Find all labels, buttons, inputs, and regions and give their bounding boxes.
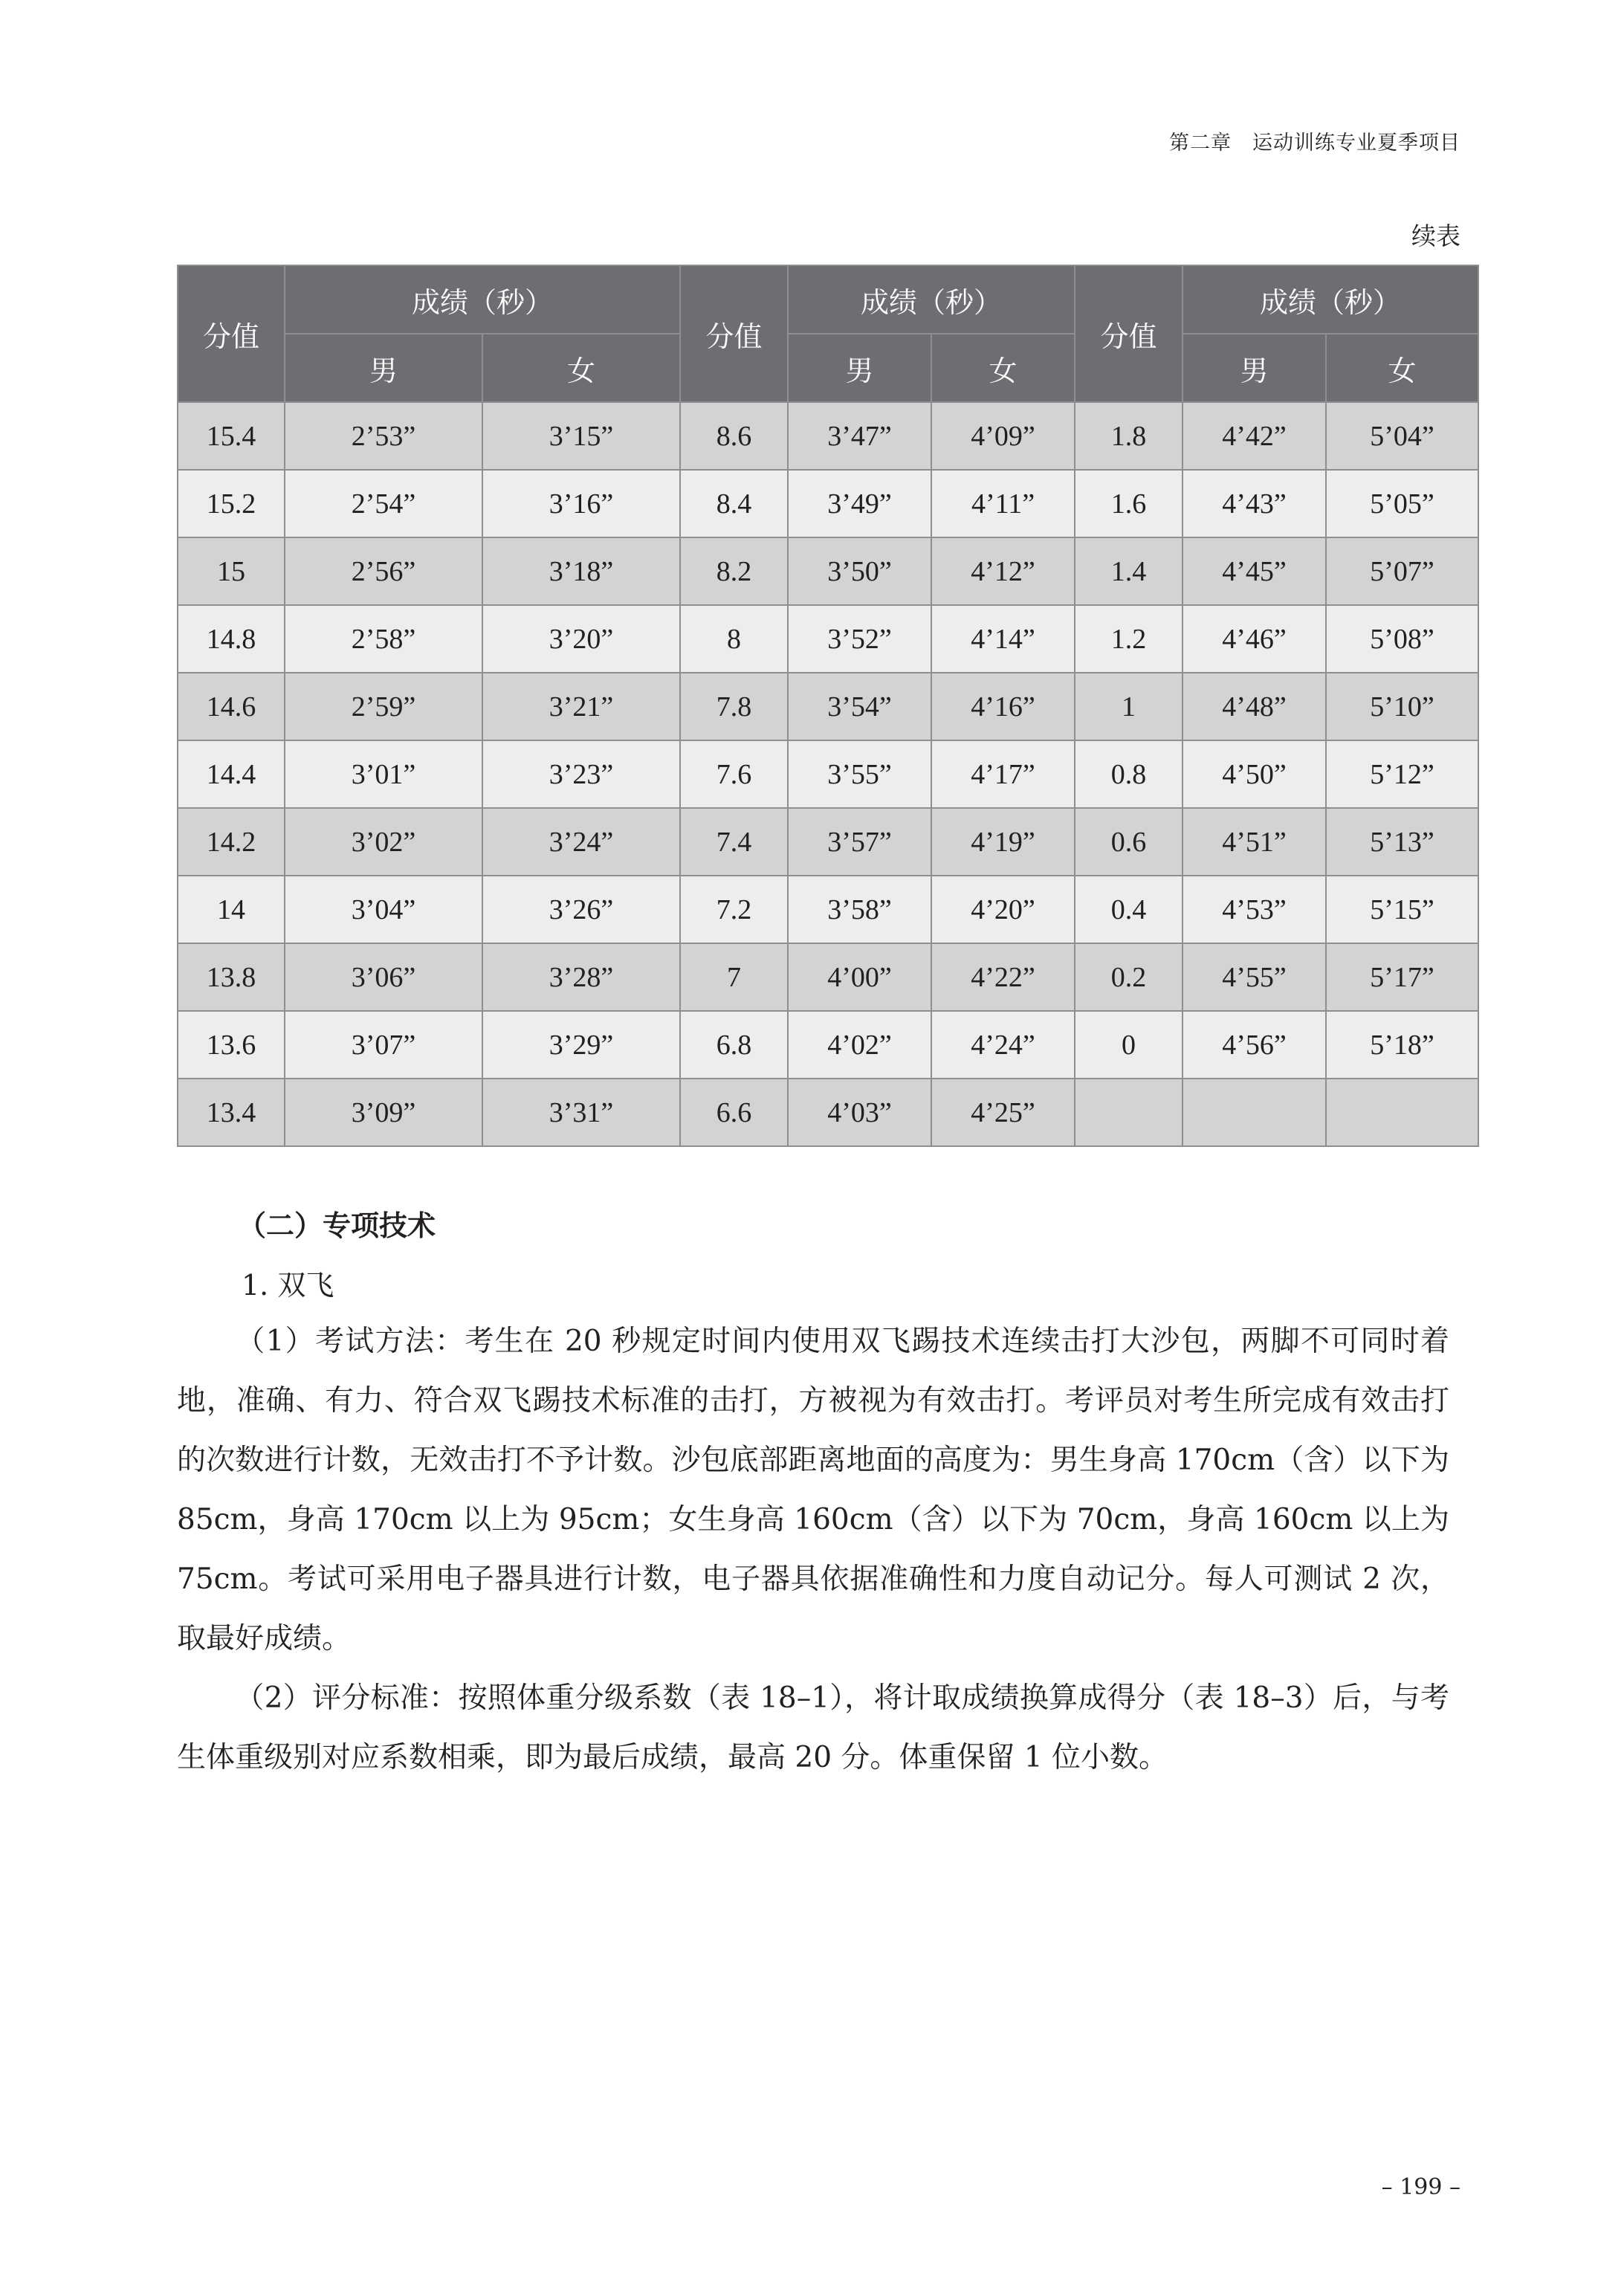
table-cell: 2’54” <box>285 470 482 537</box>
table-cell: 8.6 <box>680 402 788 470</box>
table-cell: 7.2 <box>680 876 788 943</box>
table-cell: 13.6 <box>178 1011 285 1079</box>
table-cell: 3’18” <box>482 537 680 605</box>
table-cell: 14.6 <box>178 673 285 740</box>
table-cell: 0.6 <box>1075 808 1183 876</box>
table-header <box>178 265 1478 402</box>
table-cell: 5’17” <box>1326 943 1478 1011</box>
item-heading: 1. 双飞 <box>242 1269 334 1302</box>
table-cell <box>1075 1079 1183 1146</box>
table-cell <box>1326 1079 1478 1146</box>
table-row <box>178 402 1478 470</box>
table-cell: 3’20” <box>482 605 680 673</box>
table-cell: 4’09” <box>931 402 1075 470</box>
table-cell: 4’03” <box>788 1079 931 1146</box>
scoring-standard-paragraph <box>177 1669 1449 1788</box>
table-cell: 5’04” <box>1326 402 1478 470</box>
table-cell: 7.8 <box>680 673 788 740</box>
table-row <box>178 943 1478 1011</box>
result-column-header: 成绩（秒） <box>1183 265 1478 334</box>
table-continued-label: 续表 <box>1411 222 1460 250</box>
male-column-header: 男 <box>1183 334 1326 402</box>
table-cell: 7.6 <box>680 740 788 808</box>
table-cell: 3’23” <box>482 740 680 808</box>
table-cell: 4’42” <box>1183 402 1326 470</box>
table-cell: 3’16” <box>482 470 680 537</box>
table-cell: 5’13” <box>1326 808 1478 876</box>
table-cell: 3’06” <box>285 943 482 1011</box>
table-cell: 3’15” <box>482 402 680 470</box>
table-cell: 0.2 <box>1075 943 1183 1011</box>
table-cell: 4’53” <box>1183 876 1326 943</box>
table-cell: 3’29” <box>482 1011 680 1079</box>
table-cell: 3’50” <box>788 537 931 605</box>
table-row <box>178 1011 1478 1079</box>
table-cell: 2’59” <box>285 673 482 740</box>
table-cell: 4’02” <box>788 1011 931 1079</box>
table-cell: 4’46” <box>1183 605 1326 673</box>
table-cell: 4’56” <box>1183 1011 1326 1079</box>
table-cell: 1.2 <box>1075 605 1183 673</box>
table-cell: 15 <box>178 537 285 605</box>
table-row <box>178 740 1478 808</box>
table-cell: 1.8 <box>1075 402 1183 470</box>
table-cell: 7.4 <box>680 808 788 876</box>
table-cell: 14.2 <box>178 808 285 876</box>
table-row <box>178 537 1478 605</box>
table-body <box>178 402 1478 1146</box>
table-cell: 4’11” <box>931 470 1075 537</box>
table-cell: 3’21” <box>482 673 680 740</box>
table-cell: 3’57” <box>788 808 931 876</box>
result-column-header: 成绩（秒） <box>285 265 680 334</box>
table-cell: 15.4 <box>178 402 285 470</box>
table-cell: 5’18” <box>1326 1011 1478 1079</box>
table-cell: 4’25” <box>931 1079 1075 1146</box>
table-cell: 3’02” <box>285 808 482 876</box>
table-cell: 8.4 <box>680 470 788 537</box>
table-row <box>178 808 1478 876</box>
exam-method-text: （1）考试方法：考生在 20 秒规定时间内使用双飞踢技术连续击打大沙包，两脚不可同时着地，准确、有力、符合双飞踢技术标准的击打，方被视为有效击打。考评员对考生所完成有效击打的次数进行计数，无效击打不予计数。沙包底部距离地面的高度为：男生身高 170cm（含）以下为 85cm，身高 170cm 以上为 95cm；女生身高 160cm（含）以下为 70cm，身高 160cm 以上为 75cm。考试可采用电子器具进行计数，电子器具依据准确性和力度自动记分。每人可测试 2 次，取最好成绩。 <box>177 1325 1449 1655</box>
table-cell: 1.6 <box>1075 470 1183 537</box>
table-cell: 14.4 <box>178 740 285 808</box>
table-cell: 13.4 <box>178 1079 285 1146</box>
table-cell: 5’12” <box>1326 740 1478 808</box>
table-cell: 3’47” <box>788 402 931 470</box>
table-cell: 3’54” <box>788 673 931 740</box>
table-cell: 2’53” <box>285 402 482 470</box>
scoring-standard-text: （2）评分标准：按照体重分级系数（表 18–1），将计取成绩换算成得分（表 18–3）后，与考生体重级别对应系数相乘，即为最后成绩，最高 20 分。体重保留 1 位小数。 <box>177 1681 1449 1774</box>
result-column-header: 成绩（秒） <box>788 265 1075 334</box>
table-cell: 4’50” <box>1183 740 1326 808</box>
table-cell: 13.8 <box>178 943 285 1011</box>
table-cell: 4’14” <box>931 605 1075 673</box>
table-row <box>178 1079 1478 1146</box>
table-cell: 4’17” <box>931 740 1075 808</box>
table-cell: 4’45” <box>1183 537 1326 605</box>
female-column-header: 女 <box>1326 334 1478 402</box>
table-cell: 15.2 <box>178 470 285 537</box>
table-cell: 2’56” <box>285 537 482 605</box>
table-cell <box>1183 1079 1326 1146</box>
female-column-header: 女 <box>482 334 680 402</box>
table-cell: 3’26” <box>482 876 680 943</box>
table-row <box>178 876 1478 943</box>
table-cell: 7 <box>680 943 788 1011</box>
table-cell: 4’24” <box>931 1011 1075 1079</box>
table-cell: 3’04” <box>285 876 482 943</box>
table-cell: 4’12” <box>931 537 1075 605</box>
table-cell: 5’07” <box>1326 537 1478 605</box>
score-column-header: 分值 <box>1075 265 1183 402</box>
section-heading: （二）专项技术 <box>238 1209 436 1242</box>
table-cell: 5’08” <box>1326 605 1478 673</box>
table-cell: 14.8 <box>178 605 285 673</box>
page-number: – 199 – <box>1381 2174 1460 2200</box>
table-cell: 1.4 <box>1075 537 1183 605</box>
score-column-header: 分值 <box>680 265 788 402</box>
table-cell: 4’22” <box>931 943 1075 1011</box>
table-cell: 3’49” <box>788 470 931 537</box>
table-cell: 0.8 <box>1075 740 1183 808</box>
table-cell: 3’09” <box>285 1079 482 1146</box>
table-cell: 5’10” <box>1326 673 1478 740</box>
table-cell: 3’28” <box>482 943 680 1011</box>
table-cell: 6.6 <box>680 1079 788 1146</box>
table-cell: 4’19” <box>931 808 1075 876</box>
exam-method-paragraph <box>177 1312 1449 1669</box>
table-cell: 4’43” <box>1183 470 1326 537</box>
female-column-header: 女 <box>931 334 1075 402</box>
table-row <box>178 605 1478 673</box>
table-cell: 3’01” <box>285 740 482 808</box>
table-cell: 6.8 <box>680 1011 788 1079</box>
table-cell: 4’48” <box>1183 673 1326 740</box>
table-cell: 4’16” <box>931 673 1075 740</box>
table-cell: 1 <box>1075 673 1183 740</box>
table-cell: 8.2 <box>680 537 788 605</box>
table-cell: 5’15” <box>1326 876 1478 943</box>
running-head: 第二章 运动训练专业夏季项目 <box>1169 132 1460 155</box>
table-cell: 4’55” <box>1183 943 1326 1011</box>
table-row <box>178 673 1478 740</box>
table-cell: 4’00” <box>788 943 931 1011</box>
table-cell: 3’52” <box>788 605 931 673</box>
table-cell: 4’51” <box>1183 808 1326 876</box>
table-row <box>178 470 1478 537</box>
table-cell: 14 <box>178 876 285 943</box>
table-cell: 0 <box>1075 1011 1183 1079</box>
male-column-header: 男 <box>788 334 931 402</box>
score-table <box>177 265 1479 1147</box>
table-cell: 3’58” <box>788 876 931 943</box>
table-cell: 3’55” <box>788 740 931 808</box>
table-cell: 2’58” <box>285 605 482 673</box>
table-cell: 0.4 <box>1075 876 1183 943</box>
table-cell: 3’07” <box>285 1011 482 1079</box>
table-cell: 3’24” <box>482 808 680 876</box>
table-cell: 5’05” <box>1326 470 1478 537</box>
table-cell: 8 <box>680 605 788 673</box>
table-cell: 4’20” <box>931 876 1075 943</box>
male-column-header: 男 <box>285 334 482 402</box>
score-column-header: 分值 <box>178 265 285 402</box>
table-cell: 3’31” <box>482 1079 680 1146</box>
